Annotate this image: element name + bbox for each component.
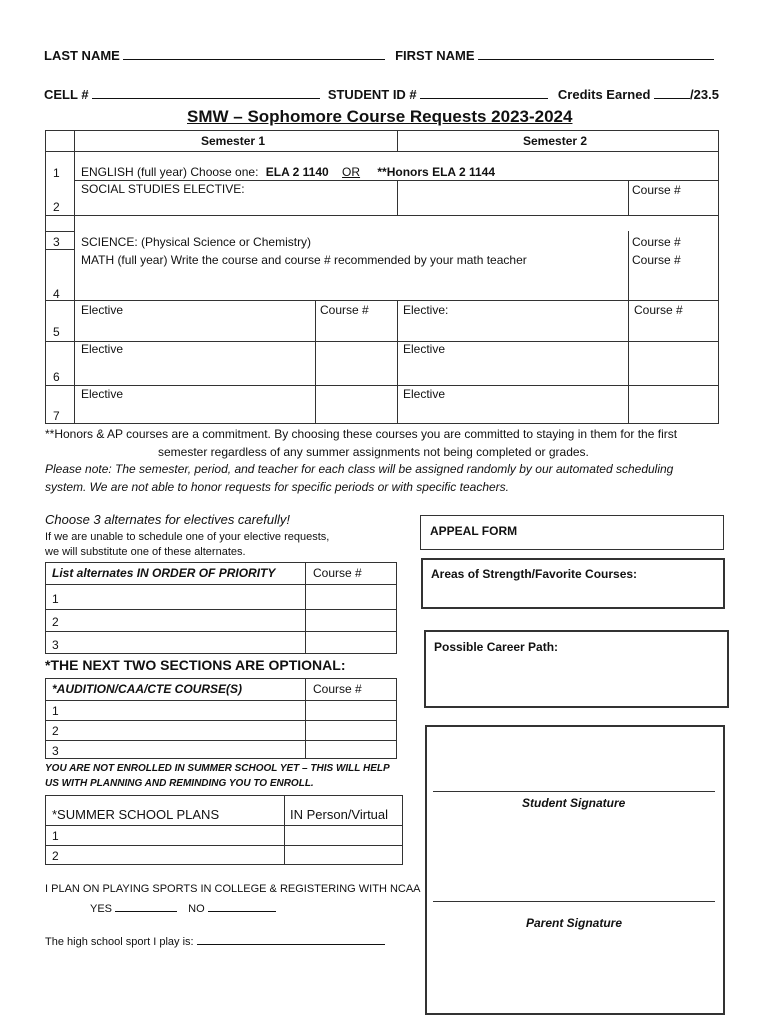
summer-row-divider [45, 845, 403, 846]
math-label: MATH (full year) Write the course and course # recommended by your math teacher [81, 253, 527, 267]
no-field[interactable] [208, 902, 276, 912]
elective-label: Elective [81, 342, 124, 356]
elective-course-number-label-sem2: Course # [634, 303, 683, 317]
list-item: 2 [52, 615, 59, 629]
optional-heading: *THE NEXT TWO SECTIONS ARE OPTIONAL: [45, 657, 346, 673]
yes-label: YES [90, 903, 113, 915]
semester-1-header: Semester 1 [201, 134, 266, 148]
row-number: 7 [53, 409, 60, 423]
english-or: OR [342, 165, 361, 179]
student-id-field[interactable] [420, 87, 548, 99]
cell-label: CELL # [44, 87, 89, 102]
last-name-label: LAST NAME [44, 48, 120, 63]
credits-total: /23.5 [690, 87, 719, 102]
list-item: 2 [52, 849, 59, 863]
no-label: NO [188, 903, 205, 915]
elective-col-divider-2 [397, 300, 398, 424]
alternates-sub2: we will substitute one of these alternates. [45, 546, 246, 558]
alternates-heading: Choose 3 alternates for electives carefully! [45, 512, 290, 527]
elective-label-sem2: Elective [403, 342, 446, 356]
alternates-header-divider [45, 584, 397, 585]
list-item: 1 [52, 592, 59, 606]
sports-line: I PLAN ON PLAYING SPORTS IN COLLEGE & REGISTERING WITH NCAA [45, 883, 421, 895]
row-number: 5 [53, 325, 60, 339]
english-prefix: ENGLISH (full year) Choose one: [81, 165, 259, 179]
number-column-divider [74, 130, 75, 424]
credits-label: Credits Earned [557, 87, 651, 102]
audition-row-divider [45, 740, 397, 741]
page-title: SMW – Sophomore Course Requests 2023-2024 [187, 107, 573, 126]
list-item: 3 [52, 744, 59, 758]
alternates-row-divider [45, 631, 397, 632]
english-row[interactable] [81, 165, 495, 179]
ss-course-divider [628, 180, 629, 215]
sci-course-divider [628, 231, 629, 300]
parent-signature-line[interactable] [433, 901, 715, 902]
row-number: 2 [53, 200, 60, 214]
elective-label: Elective [81, 387, 124, 401]
elective-course-number-label: Course # [320, 303, 369, 317]
row-number: 3 [53, 235, 60, 249]
last-name-field[interactable] [123, 48, 385, 60]
cell-field[interactable] [92, 87, 320, 99]
list-item: 2 [52, 724, 59, 738]
student-signature-label: Student Signature [522, 796, 626, 810]
row-divider-num-3 [45, 249, 74, 250]
audition-header-divider [45, 700, 397, 701]
list-item: 1 [52, 829, 59, 843]
sport-field[interactable] [197, 935, 385, 945]
row-number: 6 [53, 370, 60, 384]
career-label: Possible Career Path: [434, 640, 559, 654]
parent-signature-label: Parent Signature [526, 916, 623, 930]
signature-box [425, 725, 725, 1015]
semester-2-header: Semester 2 [523, 134, 588, 148]
audition-col-divider [305, 678, 306, 759]
english-honors: **Honors ELA 2 1144 [377, 165, 495, 179]
appeal-form-title: APPEAL FORM [430, 524, 518, 538]
row-divider-num-2 [45, 231, 74, 232]
row-number: 1 [53, 166, 60, 180]
yes-field[interactable] [115, 902, 177, 912]
strengths-label: Areas of Strength/Favorite Courses: [431, 567, 638, 581]
sport-row [45, 935, 385, 948]
summer-note-line1: YOU ARE NOT ENROLLED IN SUMMER SCHOOL YET – THIS WILL HELP [45, 763, 390, 774]
row-divider-6 [45, 385, 719, 386]
please-note-line1: Please note: The semester, period, and teacher for each class will be assigned randomly by our automated scheduling [45, 462, 674, 476]
elective-label: Elective [81, 303, 124, 317]
elective-col-divider-1 [315, 300, 316, 424]
elective-label-sem2: Elective: [403, 303, 449, 317]
math-course-number-label: Course # [632, 253, 681, 267]
list-item: 3 [52, 638, 59, 652]
science-course-number-label: Course # [632, 235, 681, 249]
summer-border [45, 795, 403, 865]
honors-note-line1: **Honors & AP courses are a commitment. By choosing these courses you are committed to staying in them for the first [45, 427, 678, 441]
elective-label-sem2: Elective [403, 387, 446, 401]
alternates-sub1: If we are unable to schedule one of your elective requests, [45, 531, 330, 543]
strengths-box[interactable] [421, 558, 725, 609]
summer-col1-header: *SUMMER SCHOOL PLANS [52, 807, 220, 822]
student-signature-line[interactable] [433, 791, 715, 792]
list-item: 1 [52, 704, 59, 718]
alternates-col2-header: Course # [313, 566, 362, 580]
alternates-col1-header: List alternates IN ORDER OF PRIORITY [52, 566, 276, 580]
summer-header-divider [45, 825, 403, 826]
social-studies-label: SOCIAL STUDIES ELECTIVE: [81, 182, 245, 196]
last-name-row [44, 48, 714, 63]
ss-course-number-label: Course # [632, 183, 681, 197]
audition-col2-header: Course # [313, 682, 362, 696]
first-name-field[interactable] [478, 48, 714, 60]
audition-row-divider [45, 720, 397, 721]
please-note-line2: system. We are not able to honor requests for specific periods or with specific teachers. [45, 480, 509, 494]
header-divider [45, 151, 719, 152]
row-divider-1 [45, 215, 719, 216]
audition-col1-header: *AUDITION/CAA/CTE COURSE(S) [52, 682, 243, 696]
cell-row [44, 87, 719, 102]
elective-col-divider-3 [628, 300, 629, 424]
ss-divider [397, 180, 398, 215]
row-divider-5 [45, 341, 719, 342]
honors-note-line2: semester regardless of any summer assignments not being completed or grades. [158, 445, 589, 459]
sport-label: The high school sport I play is: [45, 936, 194, 948]
student-id-label: STUDENT ID # [327, 87, 417, 102]
science-label: SCIENCE: (Physical Science or Chemistry) [81, 235, 312, 249]
row-number: 4 [53, 287, 60, 301]
english-course: ELA 2 1140 [265, 165, 329, 179]
credits-field[interactable] [654, 87, 690, 99]
alternates-col-divider [305, 562, 306, 654]
first-name-label: FIRST NAME [395, 48, 475, 63]
sports-yes-no [90, 902, 276, 915]
header-column-divider [397, 130, 398, 151]
summer-col-divider [284, 795, 285, 865]
summer-note-line2: US WITH PLANNING AND REMINDING YOU TO ENROLL. [45, 778, 314, 789]
summer-col2-header: IN Person/Virtual [290, 807, 389, 822]
alternates-row-divider [45, 609, 397, 610]
